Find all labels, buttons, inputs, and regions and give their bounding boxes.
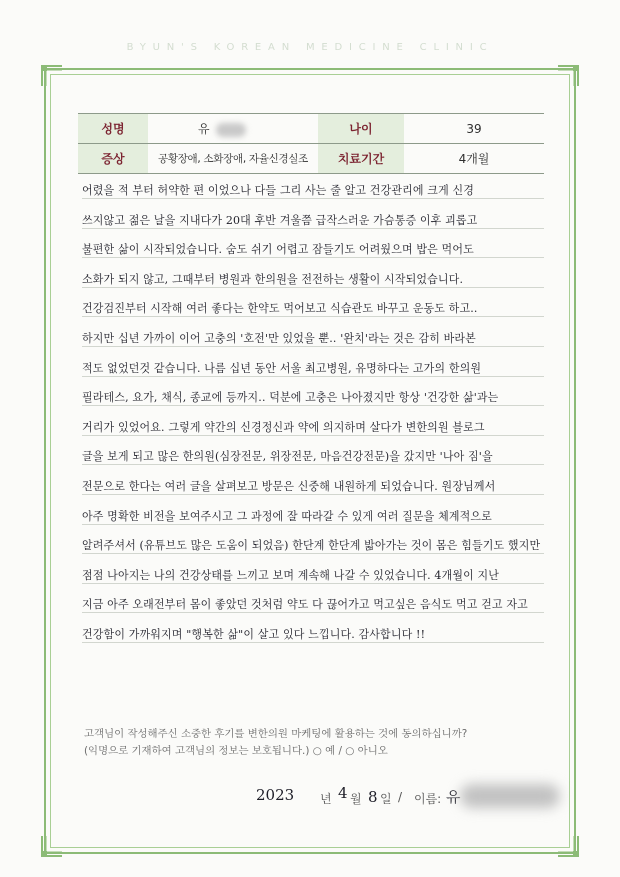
- signature-row: [250, 782, 570, 812]
- review-line: 적도 없었던것 같습니다. 나름 십년 동안 서울 최고병원, 유명하다는 고가의 한의원: [82, 361, 482, 375]
- yes-radio-icon[interactable]: ○: [312, 745, 322, 757]
- info-row: [78, 144, 544, 174]
- sign-year: 2023: [256, 786, 295, 804]
- period-label: 치료기간: [318, 144, 404, 174]
- ruled-line: [82, 524, 544, 525]
- review-line: 아주 명확한 비전을 보여주시고 그 과정에 잘 따라갈 수 있게 여러 질문을 체계적으로: [82, 509, 492, 523]
- review-line: 건강함이 가까워지며 "행복한 삶"이 살고 있다 느낍니다. 감사합니다 !!: [82, 628, 426, 641]
- corner-ornament-icon: [40, 834, 64, 858]
- consent-note: (익명으로 기재하여 고객님의 정보는 보호됩니다.): [84, 745, 310, 757]
- symptom-label: 증상: [78, 144, 148, 174]
- review-line: 글을 보게 되고 많은 한의원(심장전문, 위장전문, 마음건강전문)을 갔지만 '나아 짐'을: [82, 450, 493, 464]
- review-line: 건강검진부터 시작해 여러 좋다는 한약도 먹어보고 식습관도 바꾸고 운동도 하고..: [82, 302, 478, 316]
- review-line: 어렸을 적 부터 허약한 편 이었으나 다들 그리 사는 줄 알고 건강관리에 크게 신경: [82, 184, 475, 197]
- review-line: 필라테스, 요가, 채식, 종교에 등까지.. 덕분에 고충은 나아졌지만 항상 '건강한 삶'과는: [82, 391, 499, 405]
- clinic-name-header: BYUN'S KOREAN MEDICINE CLINIC: [126, 42, 494, 53]
- review-line: 쓰지않고 젊은 날을 지내다가 20대 후반 겨울쯤 급작스러운 가슴통증 이후 괴롭고: [82, 213, 478, 227]
- ruled-line: [82, 435, 544, 436]
- info-row: [78, 114, 544, 144]
- name-value-cell: [148, 114, 318, 144]
- review-line: 불편한 삶이 시작되었습니다. 숨도 쉬기 어렵고 잠들기도 어려웠으며 밥은 먹어도: [82, 243, 474, 257]
- period-value: 4개월: [404, 144, 544, 174]
- redacted-name-blur: [216, 123, 246, 137]
- corner-ornament-icon: [556, 64, 580, 88]
- ruled-line: [82, 287, 544, 288]
- no-label: 아니오: [357, 745, 388, 757]
- corner-ornament-icon: [556, 834, 580, 858]
- review-line: 거리가 있었어요. 그렇게 약간의 신경정신과 약에 의지하며 살다가 변한의원 블로그: [82, 420, 485, 434]
- corner-ornament-icon: [40, 64, 64, 88]
- ruled-line: [82, 405, 544, 406]
- sign-month: 4: [338, 784, 348, 802]
- review-line: 알려주셔서 (유튜브도 많은 도움이 되었음) 한단계 한단계 밟아가는 것이 몸은 힘들기도 했지만: [82, 539, 541, 553]
- symptom-value: 공황장애, 소화장애, 자율신경실조: [148, 144, 318, 174]
- review-line: 소화가 되지 않고, 그때부터 병원과 한의원을 전전하는 생활이 시작되었습니다.: [82, 272, 464, 286]
- year-label: 년: [320, 792, 332, 806]
- ruled-line: [82, 464, 544, 465]
- sign-name-label: 이름:: [414, 792, 442, 806]
- age-label: 나이: [318, 114, 404, 144]
- ruled-line: [82, 494, 544, 495]
- redacted-signature-blur: [460, 784, 560, 808]
- consent-question: 고객님이 작성해주신 소중한 후기를 변한의원 마케팅에 활용하는 것에 동의하십니까?: [84, 728, 468, 740]
- review-line: 하지만 십년 가까이 이어 고충의 '호전'만 있었을 뿐.. '완치'라는 것은 감히 바라본: [82, 332, 476, 345]
- consent-options-row: [84, 742, 544, 757]
- name-label: 성명: [78, 114, 148, 144]
- no-radio-icon[interactable]: ○: [345, 745, 355, 757]
- sign-name-value: 유: [446, 788, 461, 806]
- yes-label: 예: [325, 745, 336, 757]
- sign-day: 8: [368, 788, 378, 806]
- month-label: 월: [350, 792, 362, 806]
- ruled-line: [82, 228, 544, 229]
- ruled-line: [82, 553, 544, 554]
- ruled-line: [82, 346, 544, 347]
- ruled-line: [82, 612, 544, 613]
- ruled-line: [82, 316, 544, 317]
- ruled-line: [82, 198, 544, 199]
- name-value: 유: [198, 122, 210, 136]
- ruled-line: [82, 642, 544, 643]
- signature-separator: /: [398, 790, 403, 804]
- patient-info-table: [78, 113, 544, 174]
- ruled-line: [82, 583, 544, 584]
- day-label: 일: [380, 792, 392, 806]
- ruled-line: [82, 257, 544, 258]
- consent-separator: /: [338, 745, 342, 757]
- ruled-line: [82, 376, 544, 377]
- age-value: 39: [404, 114, 544, 144]
- review-line: 전문으로 한다는 여러 글을 살펴보고 방문은 신중해 내원하게 되었습니다. 원장님께서: [82, 480, 496, 493]
- review-line: 점점 나아지는 나의 건강상태를 느끼고 보며 계속해 나갈 수 있었습니다. 4개월이 지난: [82, 568, 500, 582]
- review-line: 지금 아주 오래전부터 몸이 좋았던 것처럼 약도 다 끊어가고 먹고싶은 음식도 먹고 걷고 자고: [82, 598, 528, 612]
